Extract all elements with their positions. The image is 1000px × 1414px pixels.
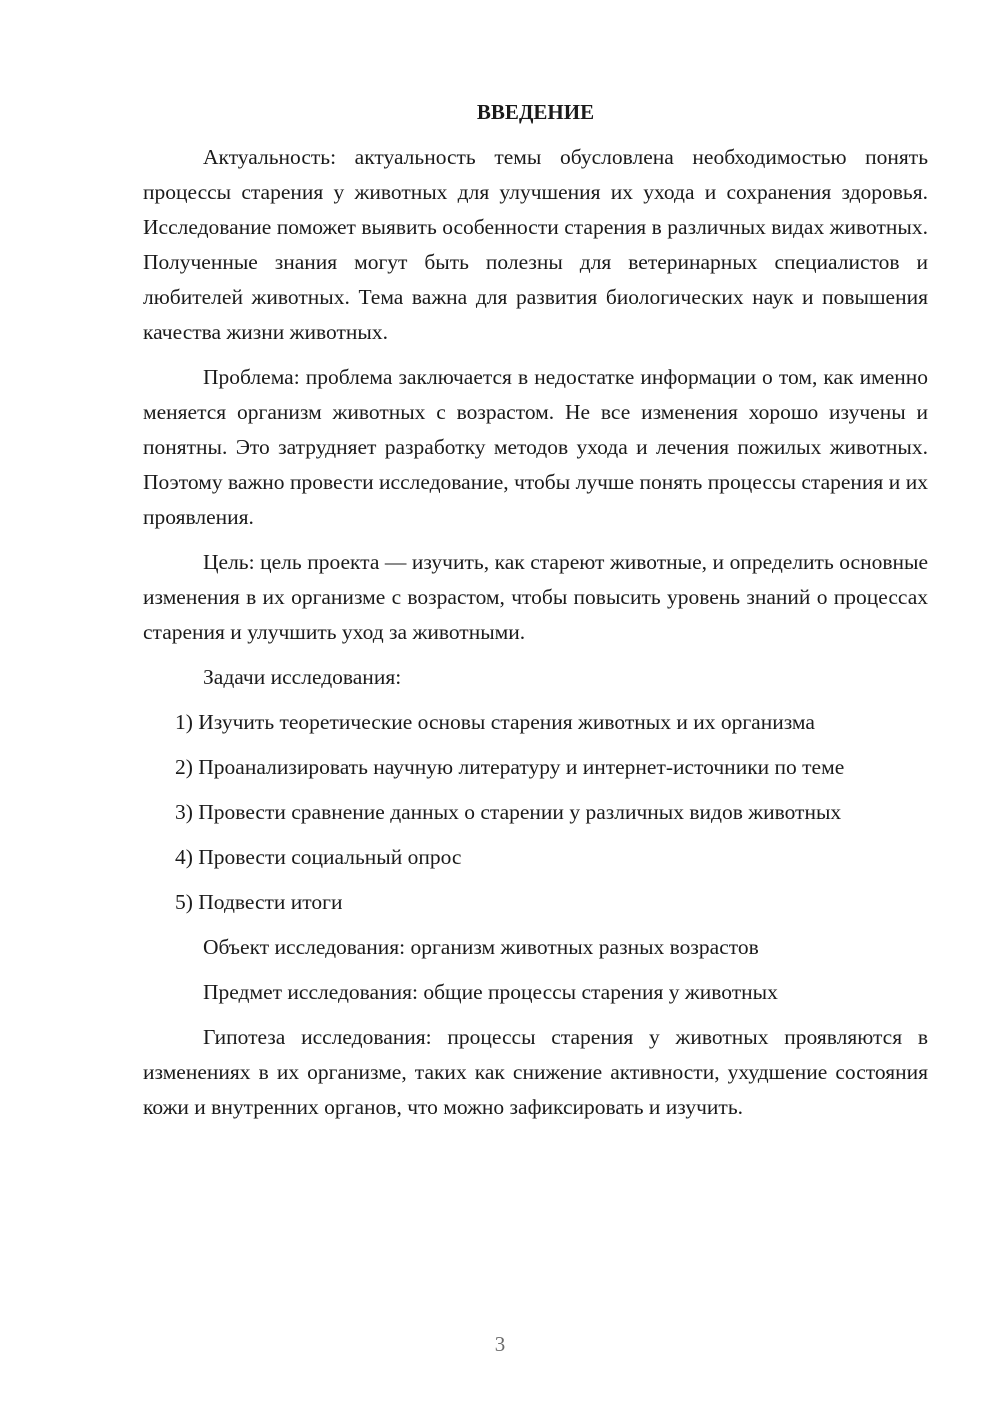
task-item-4: 4) Провести социальный опрос [175, 845, 462, 869]
paragraph-problem: Проблема: проблема заключается в недостатке информации о том, как именно меняется организм животных с возрастом. Не все изменения хорошо изучены и понятны. Это затрудняет разработку методов ухода и лечения пожилых животных. Поэтому важно провести исследование, чтобы лучше понять процессы старения и их проявления. [143, 365, 928, 529]
paragraph-relevance: Актуальность: актуальность темы обусловлена необходимостью понять процессы старения у животных для улучшения их ухода и сохранения здоровья. Исследование поможет выявить особенности старения в различных видах животных. Полученные знания могут быть полезны для ветеринарных специалистов и любителей животных. Тема важна для развития биологических наук и повышения качества жизни животных. [143, 145, 928, 344]
task-item-2: 2) Проанализировать научную литературу и интернет-источники по теме [175, 755, 845, 779]
page-number: 3 [494, 1332, 506, 1356]
paragraph-object: Объект исследования: организм животных разных возрастов [203, 935, 759, 959]
paragraph-goal: Цель: цель проекта — изучить, как стареют животные, и определить основные изменения в их организме с возрастом, чтобы повысить уровень знаний о процессах старения и улучшить уход за животными. [143, 550, 928, 644]
paragraph-subject: Предмет исследования: общие процессы старения у животных [203, 980, 778, 1004]
task-item-3: 3) Провести сравнение данных о старении у различных видов животных [175, 800, 842, 824]
task-item-5: 5) Подвести итоги [175, 890, 343, 914]
page-title: ВВЕДЕНИЕ [476, 100, 595, 124]
task-item-1: 1) Изучить теоретические основы старения животных и их организма [175, 710, 815, 734]
tasks-heading: Задачи исследования: [203, 665, 402, 689]
document-body [143, 96, 928, 1125]
paragraph-hypothesis: Гипотеза исследования: процессы старения у животных проявляются в изменениях в их организме, таких как снижение активности, ухудшение состояния кожи и внутренних органов, что можно зафиксировать и изучить. [143, 1025, 928, 1119]
